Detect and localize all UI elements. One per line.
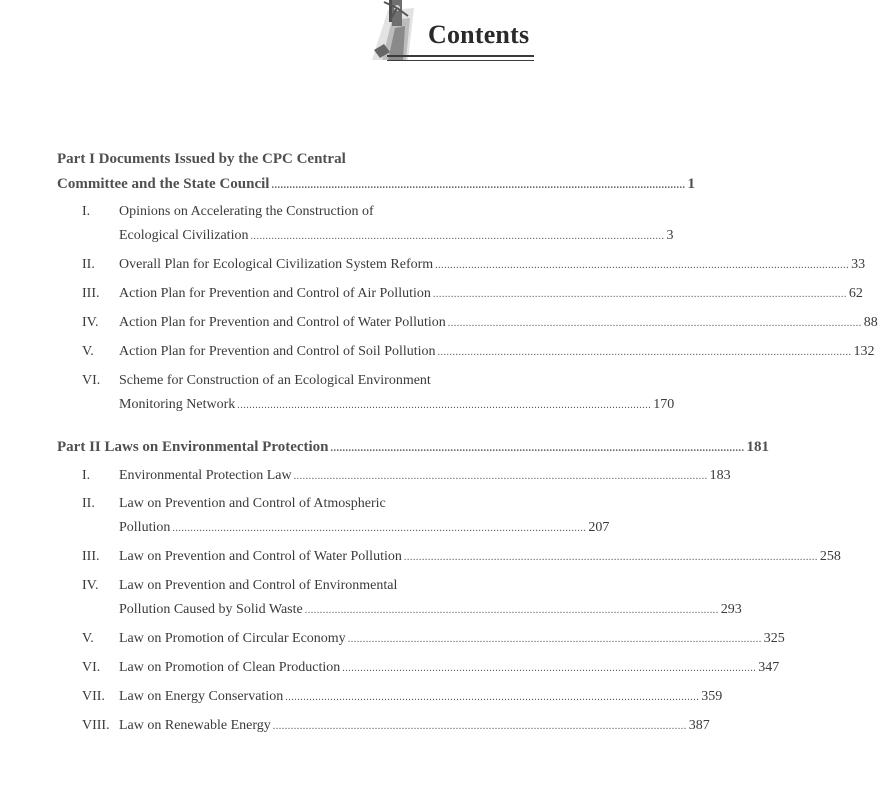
page-number: 325 (763, 631, 785, 646)
entry-title: Pollution Caused by Solid Waste (119, 602, 303, 617)
entry-number: II. (82, 496, 95, 511)
dot-leader: .......................................................................................................................................... (347, 634, 762, 645)
entry-row[interactable] (119, 548, 841, 567)
dot-leader: .......................................................................................................................................... (285, 692, 700, 703)
entry-row[interactable] (119, 343, 875, 362)
page-number: 170 (653, 397, 675, 412)
page-title: Contents (428, 20, 530, 49)
entry-number: V. (82, 631, 94, 646)
entry-title: Law on Prevention and Control of Atmospheric (119, 496, 386, 511)
entry-row[interactable] (119, 601, 742, 620)
page-number: 88 (863, 315, 878, 330)
entry-row[interactable] (119, 659, 780, 678)
entry-title: Pollution (119, 520, 171, 535)
page-number: 3 (666, 228, 674, 243)
page-number: 258 (819, 549, 841, 564)
entry-number: V. (82, 344, 94, 359)
entry-title: Scheme for Construction of an Ecological Environment (119, 373, 431, 388)
entry-title: Law on Prevention and Control of Environmental (119, 578, 398, 593)
entry-title: Overall Plan for Ecological Civilization System Reform (119, 257, 434, 272)
dot-leader: .......................................................................................................................................... (293, 471, 708, 482)
entry-title: Action Plan for Prevention and Control of Soil Pollution (119, 344, 436, 359)
page-number: 359 (701, 689, 723, 704)
part-title-text: Committee and the State Council (57, 176, 270, 192)
part-title-row[interactable] (57, 174, 695, 196)
dot-leader: .......................................................................................................................................... (272, 721, 687, 732)
entry-number: I. (82, 204, 91, 219)
entry-number: III. (82, 286, 100, 301)
entry-title: Opinions on Accelerating the Construction of (119, 204, 374, 219)
entry-row[interactable] (119, 285, 863, 304)
entry-title: Action Plan for Prevention and Control of Water Pollution (119, 315, 446, 330)
part-title (57, 149, 529, 169)
entry-row[interactable] (119, 717, 710, 736)
entry-title: Environmental Protection Law (119, 468, 292, 483)
page-number: 293 (720, 602, 742, 617)
entry-number: VI. (82, 660, 101, 675)
dot-leader: .......................................................................................................................................... (172, 523, 587, 534)
entry-number: VII. (82, 689, 105, 704)
entry-row[interactable] (119, 256, 866, 275)
dot-leader: .......................................................................................................................................... (447, 318, 862, 329)
page-number: 181 (746, 439, 770, 455)
entry-row[interactable] (119, 227, 674, 246)
entry-title: Law on Promotion of Circular Economy (119, 631, 346, 646)
page-number: 132 (853, 344, 875, 359)
part-title-row[interactable] (57, 437, 770, 459)
entry-row[interactable] (119, 467, 731, 486)
entry-number: I. (82, 468, 91, 483)
page-number: 1 (687, 176, 695, 192)
entry-row[interactable] (119, 688, 723, 707)
page-number: 207 (588, 520, 610, 535)
dot-leader: .......................................................................................................................................... (271, 180, 686, 191)
page-number: 33 (851, 257, 866, 272)
dot-leader: .......................................................................................................................................... (304, 605, 719, 616)
entry-row[interactable] (119, 396, 675, 415)
dot-leader: .......................................................................................................................................... (237, 400, 652, 411)
entry-number: IV. (82, 578, 99, 593)
entry-row[interactable] (119, 519, 610, 538)
dot-leader: .......................................................................................................................................... (403, 552, 818, 563)
entry-number: VI. (82, 373, 101, 388)
dot-leader: .......................................................................................................................................... (435, 260, 850, 271)
dot-leader: .......................................................................................................................................... (250, 231, 665, 242)
entry-title: Action Plan for Prevention and Control of Air Pollution (119, 286, 431, 301)
dot-leader: .......................................................................................................................................... (432, 289, 847, 300)
entry-number: VIII. (82, 718, 110, 733)
entry-title: Law on Energy Conservation (119, 689, 284, 704)
entry-row[interactable] (119, 314, 878, 333)
entry-title: Law on Prevention and Control of Water Pollution (119, 549, 402, 564)
dot-leader: .......................................................................................................................................... (437, 347, 852, 358)
entry-number: IV. (82, 315, 99, 330)
entry-title: Monitoring Network (119, 397, 236, 412)
entry-row[interactable] (119, 630, 785, 649)
dot-leader: .......................................................................................................................................... (330, 443, 745, 454)
page-number: 387 (688, 718, 710, 733)
entry-title: Law on Renewable Energy (119, 718, 271, 733)
part-title-text: Part I Documents Issued by the CPC Central (57, 151, 346, 167)
part-title-text: Part II Laws on Environmental Protection (57, 439, 329, 455)
dot-leader: .......................................................................................................................................... (342, 663, 757, 674)
entry-title: Law on Promotion of Clean Production (119, 660, 341, 675)
entry-title: Ecological Civilization (119, 228, 249, 243)
page-number: 347 (758, 660, 780, 675)
entry-number: II. (82, 257, 95, 272)
entry-number: III. (82, 549, 100, 564)
page-number: 183 (709, 468, 731, 483)
page-number: 62 (848, 286, 863, 301)
